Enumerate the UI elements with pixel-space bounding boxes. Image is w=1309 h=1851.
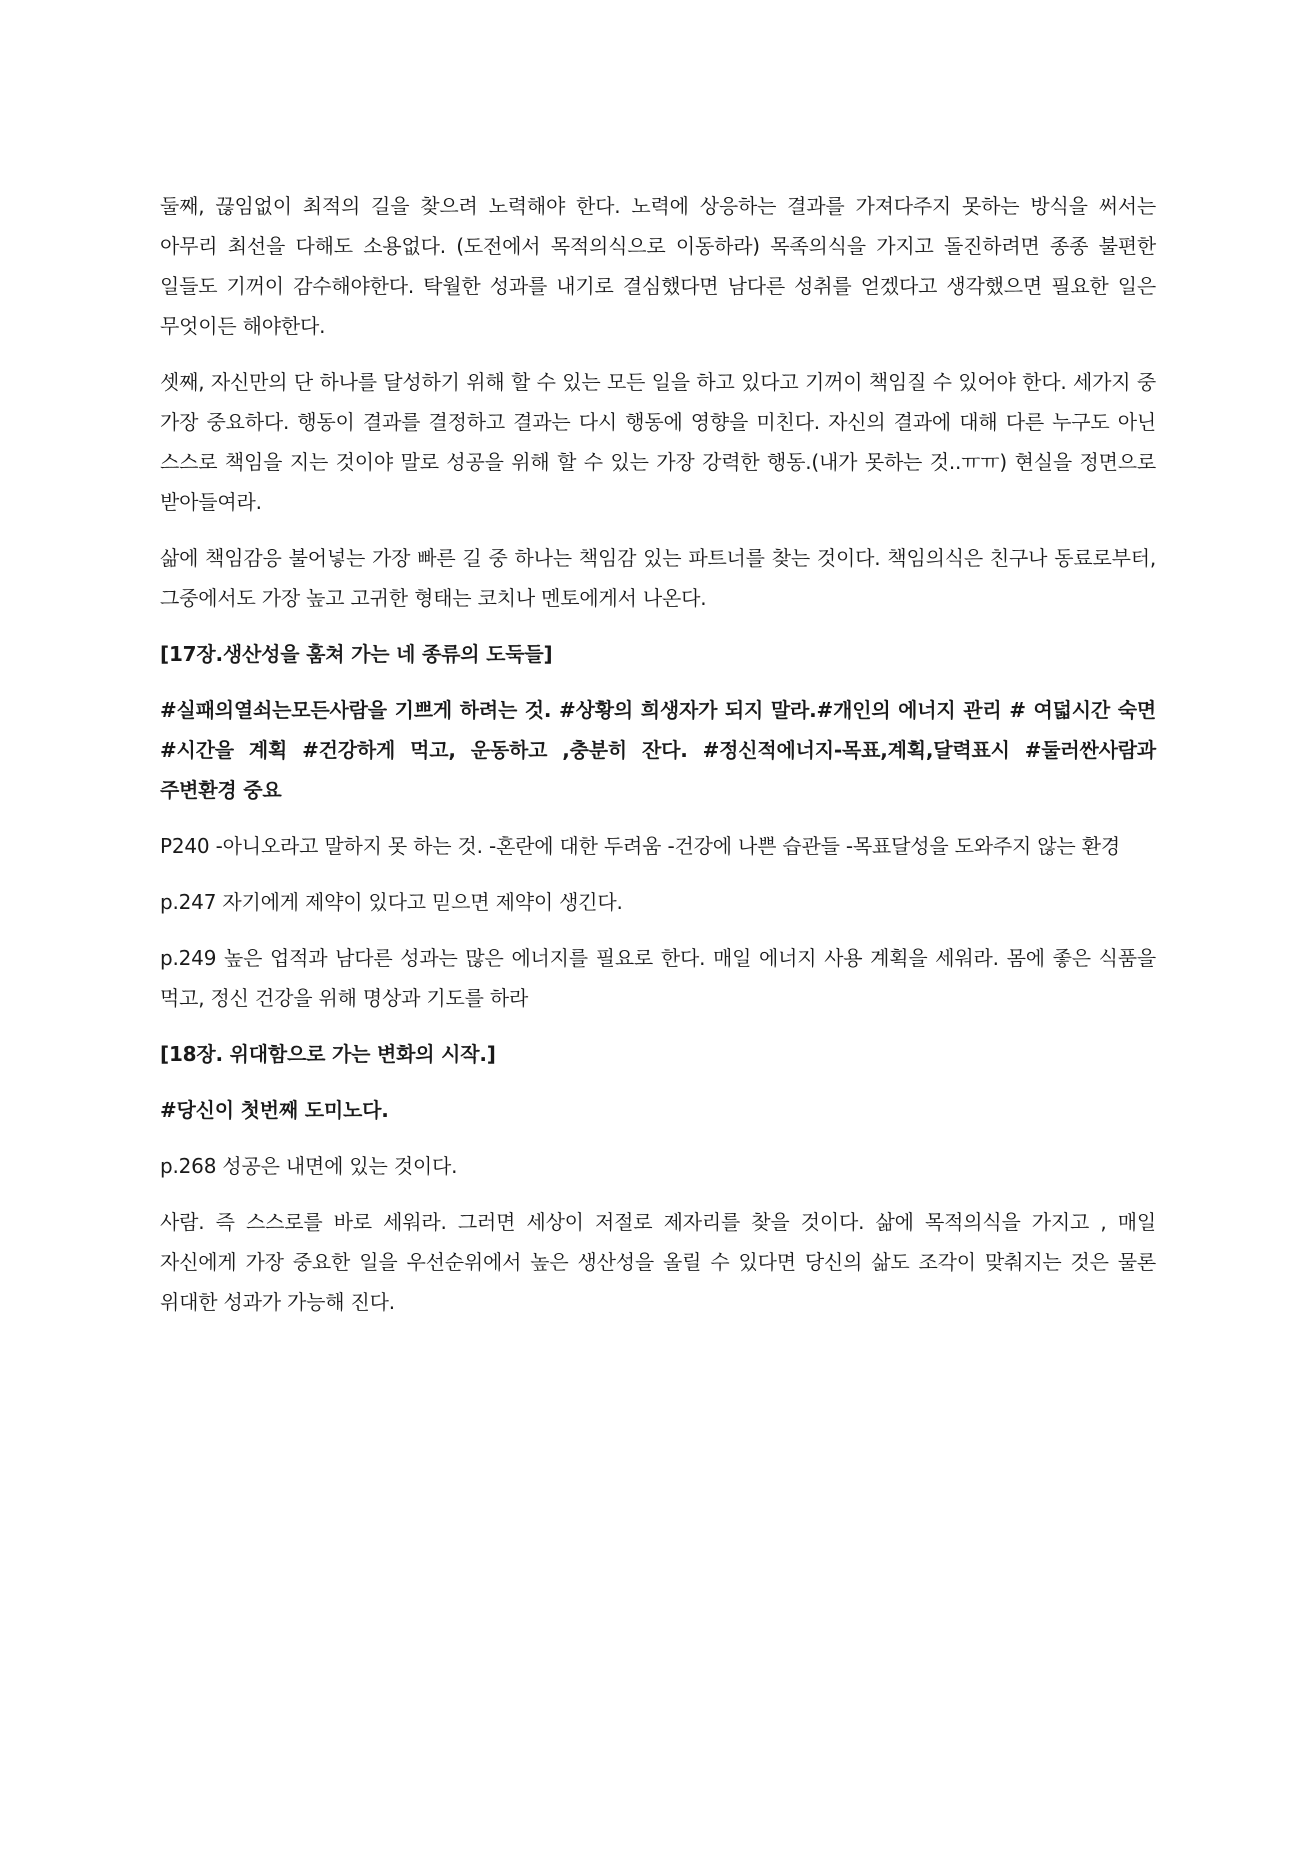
note-p268: p.268 성공은 내면에 있는 것이다. (160, 1154, 458, 1178)
chapter-18-heading: [18장. 위대함으로 가는 변화의 시작.] (160, 1042, 496, 1066)
paragraph-second-point: 둘째, 끊임없이 최적의 길을 찾으려 노력해야 한다. 노력에 상응하는 결과를 가져다주지 못하는 방식을 써서는 아무리 최선을 다해도 소용없다. (도전에서 목적의식으로 이동하라) 목족의식을 가지고 돌진하려면 종종 불편한 일들도 기꺼이 감수해야한다. 탁월한 성과를 내기로 결심했다면 남다른 성취를 얻겠다고 생각했으면 필요한 일은 무엇이든 해야한다. (160, 194, 1156, 338)
document-body (160, 186, 1156, 1338)
note-p249: p.249 높은 업적과 남다른 성과는 많은 에너지를 필요로 한다. 매일 에너지 사용 계획을 세워라. 몸에 좋은 식품을 먹고, 정신 건강을 위해 명상과 기도를 하라 (160, 946, 1156, 1010)
note-p247: p.247 자기에게 제약이 있다고 믿으면 제약이 생긴다. (160, 890, 623, 914)
paragraph-accountability-partner: 삶에 책임감응 불어넣는 가장 빠른 길 중 하나는 책임감 있는 파트너를 찾는 것이다. 책임의식은 친구나 동료로부터, 그중에서도 가장 높고 고귀한 형태는 코치나 멘토에게서 나온다. (160, 546, 1156, 610)
chapter-18-hashtag: #당신이 첫번째 도미노다. (160, 1098, 389, 1122)
chapter-17-hashtags: #실패의열쇠는모든사람을 기쁘게 하려는 것. #상황의 희생자가 되지 말라.#개인의 에너지 관리 # 여덟시간 숙면 #시간을 계획 #건강하게 먹고, 운동하고 ,충분히 잔다. #정신적에너지-목표,계획,달력표시 #둘러싼사람과 주변환경 중요 (160, 698, 1156, 802)
closing-paragraph: 사람. 즉 스스로를 바로 세워라. 그러면 세상이 저절로 제자리를 찾을 것이다. 삶에 목적의식을 가지고 , 매일 자신에게 가장 중요한 일을 우선순위에서 높은 생산성을 올릴 수 있다면 당신의 삶도 조각이 맞춰지는 것은 물론 위대한 성과가 가능해 진다. (160, 1210, 1156, 1314)
paragraph-third-point: 셋째, 자신만의 단 하나를 달성하기 위해 할 수 있는 모든 일을 하고 있다고 기꺼이 책임질 수 있어야 한다. 세가지 중 가장 중요하다. 행동이 결과를 결정하고 결과는 다시 행동에 영향을 미친다. 자신의 결과에 대해 다른 누구도 아닌 스스로 책임을 지는 것이야 말로 성공을 위해 할 수 있는 가장 강력한 행동.(내가 못하는 것..ㅠㅠ) 현실을 정면으로 받아들여라. (160, 370, 1156, 514)
note-p240: P240 -아니오라고 말하지 못 하는 것. -혼란에 대한 두려움 -건강에 나쁜 습관들 -목표달성을 도와주지 않는 환경 (160, 834, 1120, 858)
chapter-17-heading: [17장.생산성을 훔쳐 가는 네 종류의 도둑들] (160, 642, 553, 666)
